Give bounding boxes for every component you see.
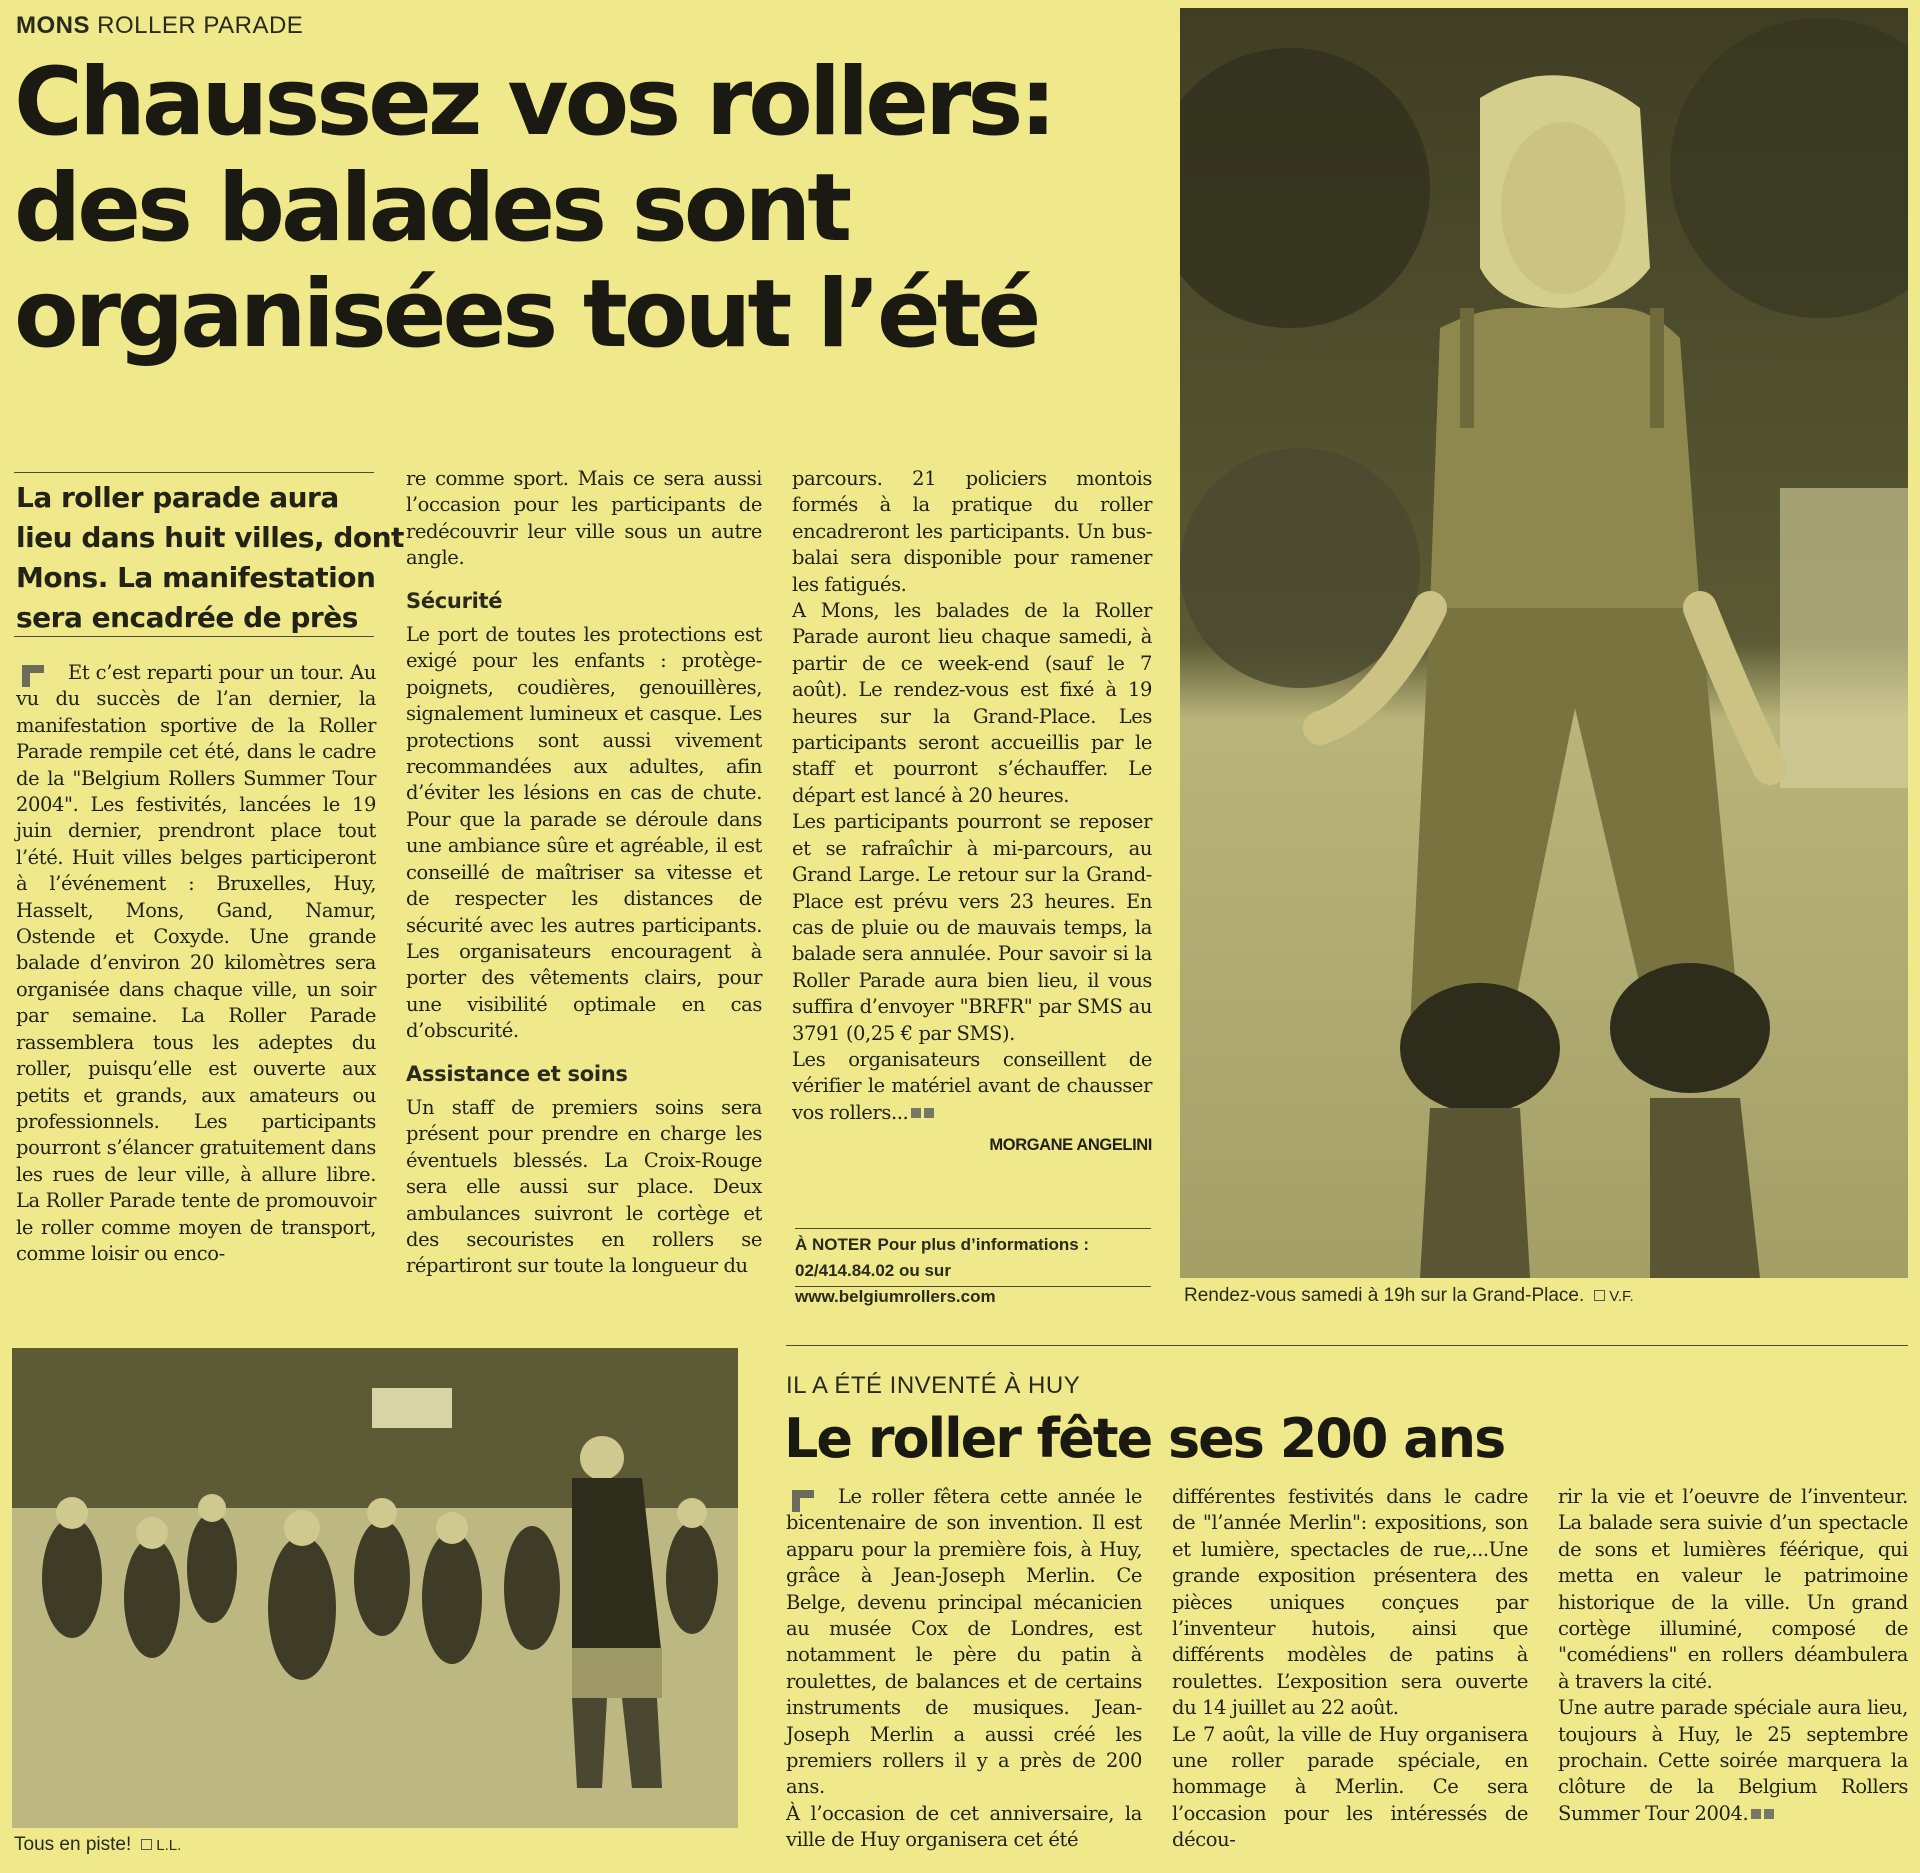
photo-credit-icon xyxy=(141,1839,152,1850)
article1-col1-text: Et c’est reparti pour un tour. Au vu du succès de l’an dernier, la manifestation sportive de la Roller Parade rempile cet été, dans le cadre de la "Belgium Rollers Summer Tour 2004". Les festivités, lancées le 19 juin dernier, prendront place tout l’été. Huit villes belges participeront à l’événement : Bruxelles, Huy, Hasselt, Mons, Gand, Namur, Ostende et Coxyde. Une grande balade d’environ 20 kilomètres sera organisée dans chaque ville, un soir par semaine. La Roller Parade rassemblera tous les adeptes du roller, puisqu’elle est ouverte aux petits et grands, aux amateurs ou professionnels. Les participants pourront s’élancer gratuitement dans les rues de leur ville, à allure libre. La Roller Parade tente de promouvoir le roller comme moyen de transport, comme loisir ou enco- xyxy=(16,661,376,1265)
article1-column-3 xyxy=(792,466,1152,1159)
note-box xyxy=(795,1232,1155,1310)
end-mark xyxy=(1764,1809,1774,1819)
headline-line-1: Chaussez vos rollers: xyxy=(14,48,1053,157)
end-mark xyxy=(924,1108,934,1118)
section-kicker xyxy=(16,12,303,40)
kicker-topic: ROLLER PARADE xyxy=(97,12,304,39)
article2-column-1 xyxy=(786,1484,1142,1854)
lead-rule-bottom xyxy=(14,636,374,637)
article2-col2-p2: Le 7 août, la ville de Huy organisera une roller parade spéciale, en hommage à Merlin. Ce sera l’occasion pour les intéressés de décou- xyxy=(1172,1722,1528,1852)
article2-col2-p1: différentes festivités dans le cadre de "l’année Merlin": expositions, son et lumière, spectacles de rue,...Une grande exposition présentera des pièces uniques conçues par l’inventeur hutois, ainsi que différents modèles de patins à roulettes. L’exposition sera ouverte du 14 juillet au 22 août. xyxy=(1172,1485,1528,1720)
byline: MORGANE ANGELINI xyxy=(989,1136,1152,1155)
article1-column-2 xyxy=(406,466,762,1280)
parade-photo-credit: L.L. xyxy=(156,1837,182,1854)
end-mark xyxy=(1751,1809,1761,1819)
subhead-securite: Sécurité xyxy=(406,588,503,613)
article2-kicker: IL A ÉTÉ INVENTÉ À HUY xyxy=(786,1372,1081,1399)
article2-col3-p2-text: Une autre parade spéciale aura lieu, toujours à Huy, le 25 septembre prochain. Cette soirée marquera la clôture de la Belgium Rollers Summer Tour 2004. xyxy=(1558,1696,1908,1825)
note-rule-top xyxy=(795,1228,1151,1229)
article2-col1-p1: Le roller fêtera cette année le bicentenaire de son invention. Il est apparu pour la première fois, à Huy, grâce à Jean-Joseph Merlin. Ce Belge, devenu principal mécanicien au musée Cox de Londres, est notamment le père du patin à roulettes, de balances et de certains instruments de musiques. Jean-Joseph Merlin a aussi créé les premiers rollers il y a près de 200 ans. xyxy=(786,1485,1142,1799)
article1-column-1 xyxy=(16,660,376,1267)
article1-col3-p1: parcours. 21 policiers montois formés à la pratique du roller encadreront les participants. Un bus-balai sera disponible pour ramener les fatigués. xyxy=(792,467,1152,596)
photo-credit-icon xyxy=(1594,1290,1605,1301)
article2-col1-p2: À l’occasion de cet anniversaire, la ville de Huy organisera cet été xyxy=(786,1801,1142,1852)
article1-col3-p4 xyxy=(792,1047,1152,1126)
lead-line-2: lieu dans huit villes, dont xyxy=(16,521,404,554)
parade-photo-illustration xyxy=(12,1348,738,1828)
end-mark xyxy=(911,1108,921,1118)
article2-col3-p2 xyxy=(1558,1695,1908,1827)
article2-col3-p1: rir la vie et l’oeuvre de l’inventeur. La balade sera suivie d’un spectacle de sons et lumières féérique, qui metta en valeur le patrimoine historique de la ville. Un grand cortège illuminé, composé de "comédiens" en rollers déambulera à travers la cité. xyxy=(1558,1485,1908,1693)
article2-column-3 xyxy=(1558,1484,1908,1827)
article1-col3-p3: Les participants pourront se reposer et se rafraîchir à mi-parcours, au Grand Large. Le retour sur la Grand-Place est prévu vers 23 heures. En cas de pluie ou de mauvais temps, la balade sera annulée. Pour savoir si la Roller Parade aura bien lieu, il vous suffira d’envoyer "BRFR" par SMS au 3791 (0,25 € par SMS). xyxy=(792,810,1152,1045)
headline-line-2: des balades sont xyxy=(14,154,849,264)
lead-line-3: Mons. La manifestation xyxy=(16,561,376,594)
note-phone: 02/414.84.02 ou sur xyxy=(795,1261,951,1280)
lead-line-1: La roller parade aura xyxy=(16,481,339,514)
main-photo-caption xyxy=(1184,1285,1634,1307)
main-caption-text: Rendez-vous samedi à 19h sur la Grand-Place. xyxy=(1184,1285,1585,1306)
skater-photo-illustration xyxy=(1180,8,1908,1278)
article1-col2-securite: Le port de toutes les protections est exigé pour les enfants : protège-poignets, coudières, genouillères, signalement lumineux et casque. Les protections sont aussi vivement recommandées aux adultes, afin d’éviter les lésions en cas de chute. Pour que la parade se déroule dans une ambiance sûre et agréable, il est conseillé de maîtriser sa vitesse et de respecter les distances de sécurité avec les autres participants. Les organisateurs encouragent à porter des vêtements clairs, pour une visibilité optimale en cas d’obscurité. xyxy=(406,623,762,1043)
kicker-city: MONS xyxy=(16,12,90,39)
article2-column-2 xyxy=(1172,1484,1528,1854)
article-lead xyxy=(16,478,404,638)
parade-caption-text: Tous en piste! xyxy=(14,1834,132,1855)
parade-photo xyxy=(12,1348,738,1828)
article1-col2-assistance: Un staff de premiers soins sera présent pour prendre en charge les éventuels blessés. La Croix-Rouge sera elle aussi sur place. Deux ambulances suivront le cortège et des secouristes en rollers se répartiront sur toute la longueur du xyxy=(406,1095,762,1278)
main-photo xyxy=(1180,8,1908,1278)
article1-col3-p4-text: Les organisateurs conseillent de vérifier le matériel avant de chausser vos rollers... xyxy=(792,1047,1152,1124)
note-website[interactable]: www.belgiumrollers.com xyxy=(795,1287,996,1306)
article1-col2-intro: re comme sport. Mais ce sera aussi l’occasion pour les participants de redécouvrir leur ville sous un autre angle. xyxy=(406,467,762,570)
note-label: À NOTER xyxy=(795,1235,872,1254)
headline-line-3: organisées tout l’été xyxy=(14,260,1038,370)
lead-rule-top xyxy=(14,472,374,473)
main-photo-credit: V.F. xyxy=(1609,1288,1634,1305)
main-headline xyxy=(14,50,1053,369)
lead-line-4: sera encadrée de près xyxy=(16,601,358,634)
note-rule-mid xyxy=(795,1286,1151,1287)
note-text-1: Pour plus d’informations : xyxy=(877,1235,1090,1254)
article1-col3-p2: A Mons, les balades de la Roller Parade auront lieu chaque samedi, à partir de ce week-end (sauf le 7 août). Le rendez-vous est fixé à 19 heures sur la Grand-Place. Les participants seront accueillis par le staff et pourront s’échauffer. Le départ est lancé à 20 heures. xyxy=(792,599,1152,807)
parade-photo-caption xyxy=(14,1834,181,1856)
subhead-assistance: Assistance et soins xyxy=(406,1061,628,1086)
article2-rule-top xyxy=(786,1345,1908,1346)
article2-headline: Le roller fête ses 200 ans xyxy=(784,1407,1505,1470)
